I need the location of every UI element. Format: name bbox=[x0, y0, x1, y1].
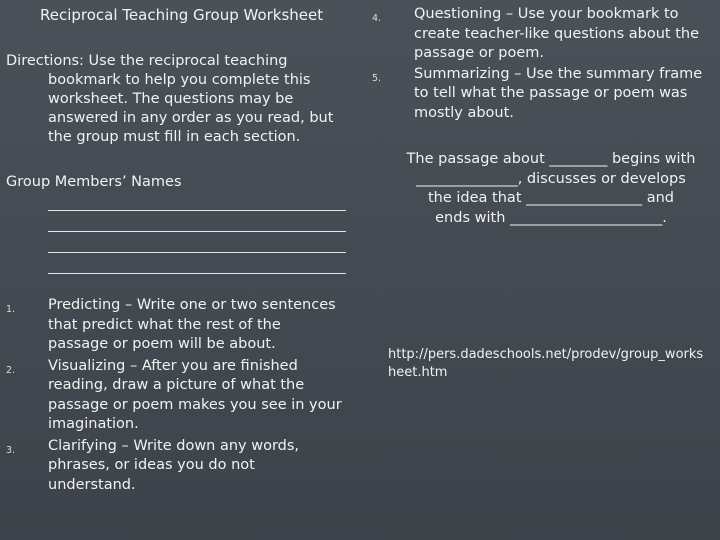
list-number: 1. bbox=[6, 304, 16, 315]
summary-frame-line: the idea that ________________ and bbox=[428, 190, 674, 206]
worksheet-title: Reciprocal Teaching Group Worksheet bbox=[40, 6, 324, 24]
directions-first-line: Directions: Use the reciprocal teaching bbox=[6, 53, 288, 69]
steps-list-left bbox=[6, 296, 342, 495]
name-blank-line bbox=[48, 253, 346, 274]
name-blank-line bbox=[48, 211, 346, 232]
group-members-label: Group Members’ Names bbox=[6, 174, 182, 190]
list-number: 4. bbox=[372, 13, 382, 24]
list-number: 3. bbox=[6, 444, 16, 456]
step-text: Questioning – Use your bookmark to create teacher-like questions about the passage or poem. bbox=[414, 6, 699, 61]
list-item-visualizing bbox=[6, 357, 342, 435]
summary-frame bbox=[386, 150, 716, 228]
summary-frame-line: The passage about ________ begins with bbox=[406, 151, 696, 167]
step-text: Clarifying – Write down any words, phrases, or ideas you do not understand. bbox=[48, 437, 300, 493]
list-item-questioning bbox=[372, 5, 716, 64]
list-item-clarifying bbox=[6, 437, 342, 496]
directions-rest: bookmark to help you complete this worksheet. The questions may be answered in any order as you read, but the group must fill in each section. bbox=[48, 72, 334, 145]
name-blank-line bbox=[48, 190, 346, 211]
list-item-summarizing bbox=[372, 65, 716, 124]
member-name-blanks bbox=[48, 190, 346, 274]
name-blank-line bbox=[48, 232, 346, 253]
summary-frame-line: ______________, discusses or develops bbox=[416, 170, 686, 187]
list-number: 5. bbox=[372, 72, 382, 84]
steps-list-right bbox=[372, 5, 716, 123]
directions-text bbox=[6, 52, 336, 147]
step-text: Predicting – Write one or two sentences that predict what the rest of the passage or poem will be about. bbox=[48, 297, 336, 352]
step-text: Visualizing – After you are finished reading, draw a picture of what the passage or poem makes you see in your imagination. bbox=[48, 357, 342, 432]
summary-frame-line: ends with _____________________. bbox=[435, 209, 667, 226]
step-text: Summarizing – Use the summary frame to tell what the passage or poem was mostly about. bbox=[414, 65, 703, 121]
list-number: 2. bbox=[6, 364, 16, 376]
source-url[interactable]: http://pers.dadeschools.net/prodev/group_worksheet.htm bbox=[388, 347, 704, 380]
list-item-predicting bbox=[6, 296, 342, 355]
